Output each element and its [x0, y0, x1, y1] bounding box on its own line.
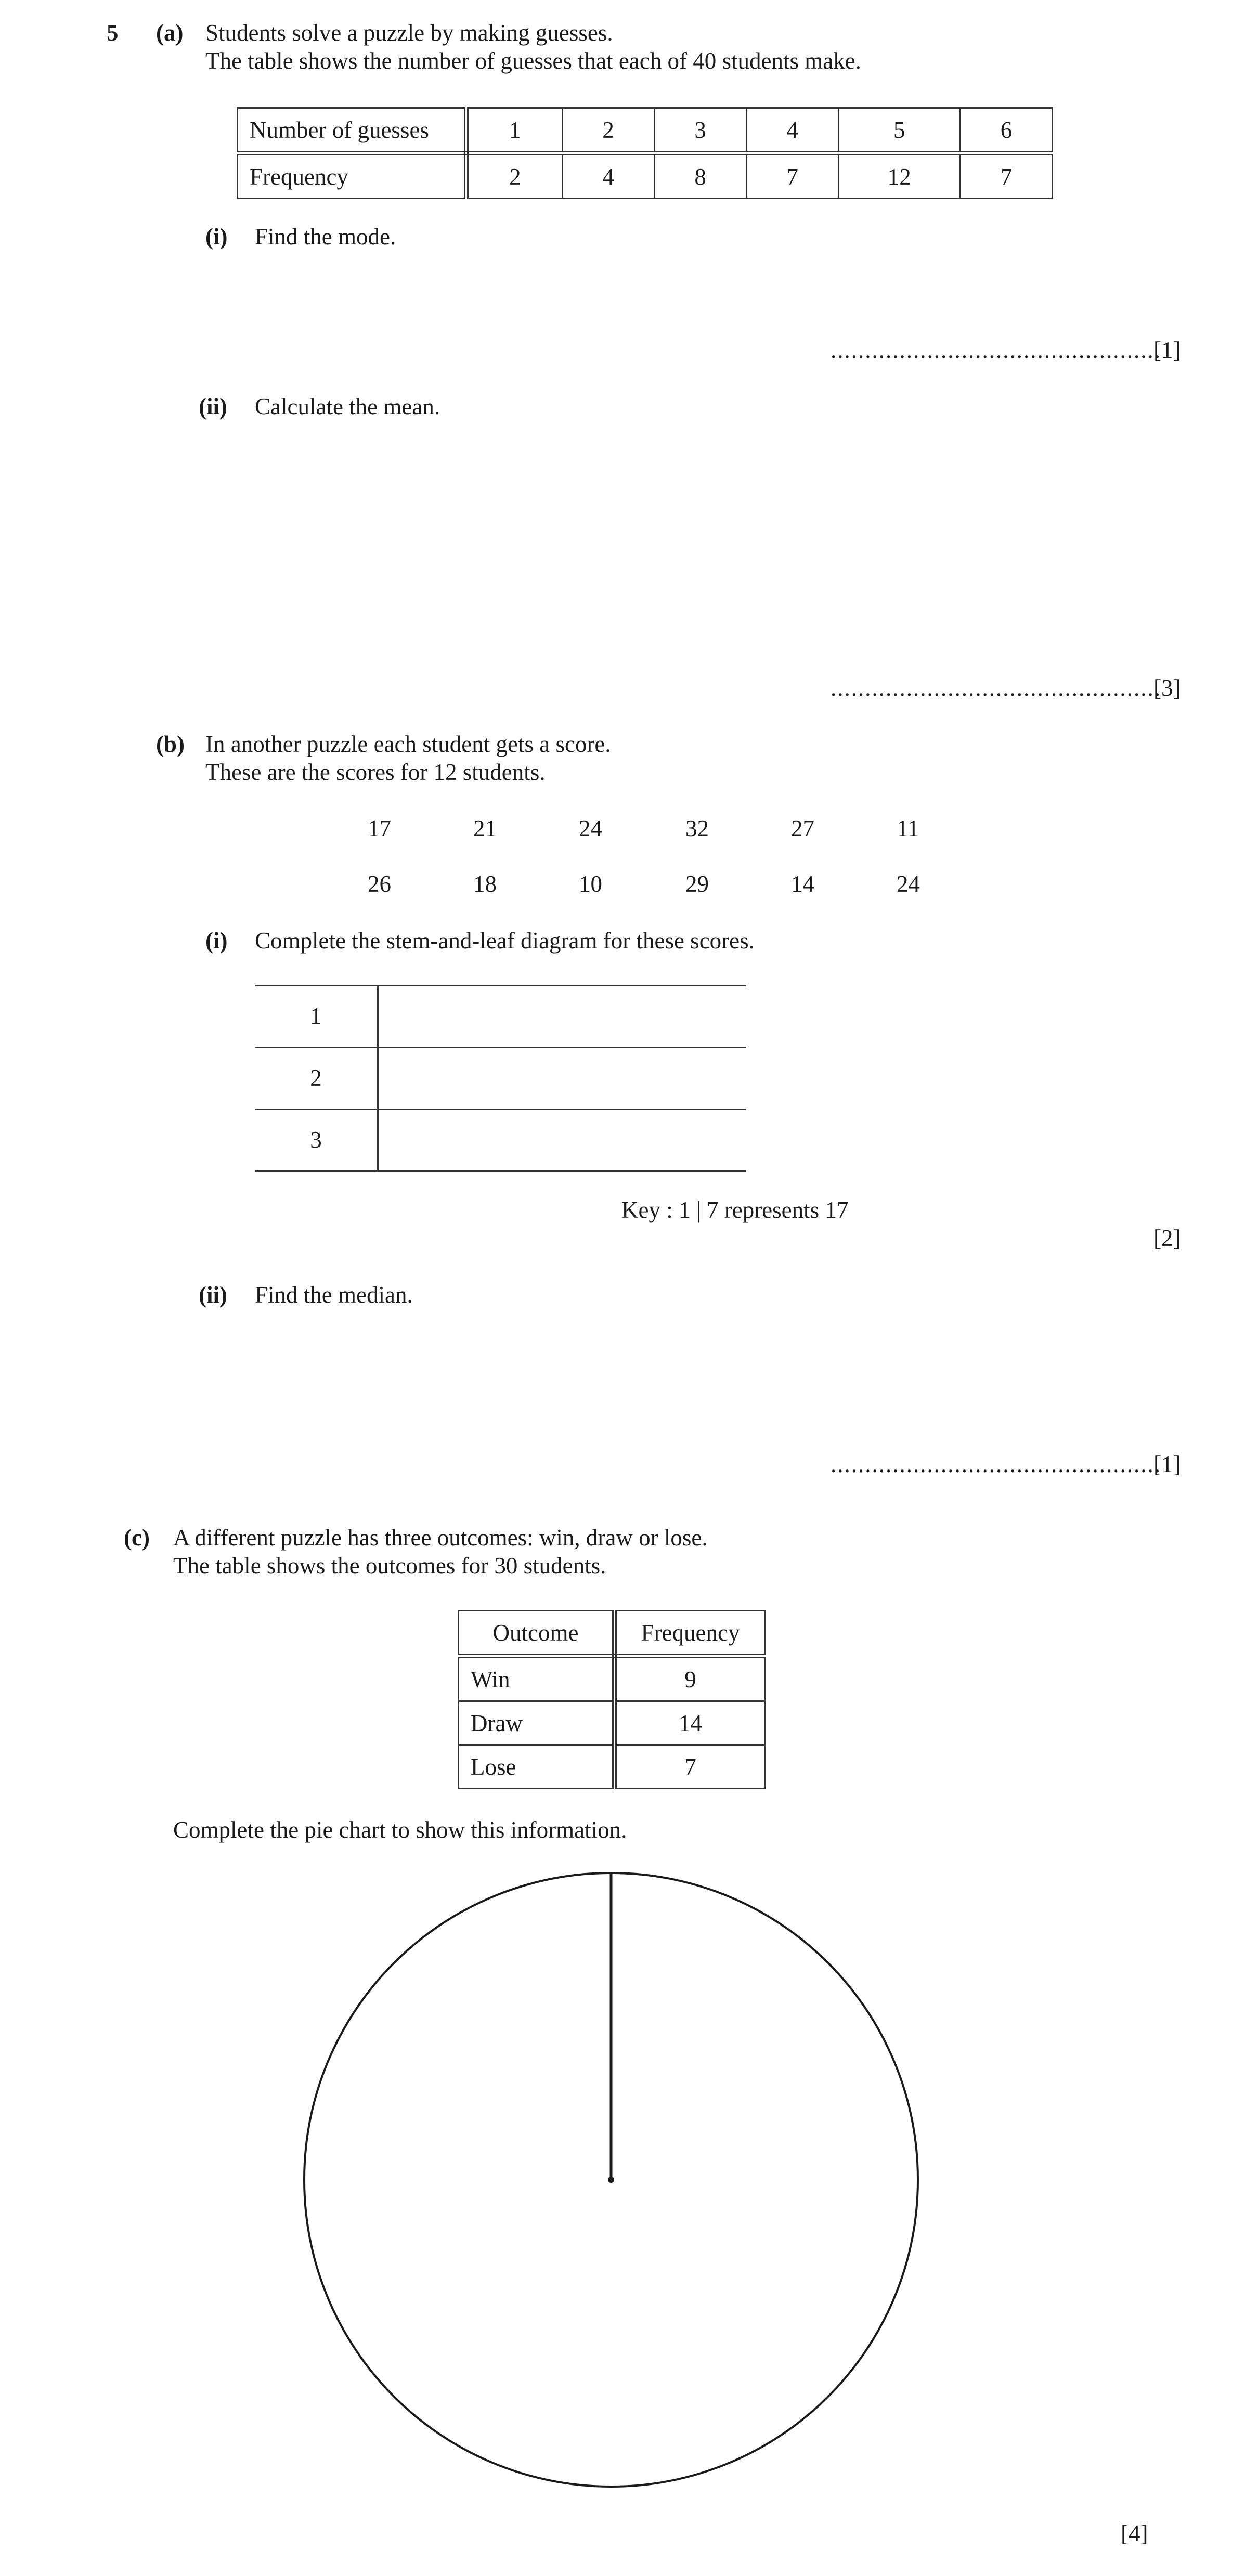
frequency-cell: 2 — [466, 153, 563, 199]
part-b-i-label: (i) — [205, 928, 228, 954]
score-value: 32 — [685, 815, 709, 841]
score-value: 21 — [473, 815, 497, 841]
outcome-row-lose — [459, 1745, 765, 1789]
frequency-cell: 8 — [654, 153, 746, 199]
guesses-row-header: Number of guesses — [238, 108, 466, 153]
part-a-ii-answer-line[interactable]: ................................................ — [831, 675, 1161, 701]
guesses-row — [238, 108, 1053, 153]
score-value: 29 — [685, 871, 709, 897]
stem-value: 1 — [310, 1003, 322, 1029]
part-b-ii-marks: [1] — [1153, 1451, 1181, 1477]
stem-value: 3 — [310, 1127, 322, 1153]
score-value: 11 — [897, 815, 919, 841]
part-b-label: (b) — [156, 731, 185, 757]
outcome-frequency-cell: 7 — [615, 1745, 765, 1789]
part-a-i-answer-line[interactable]: ................................................ — [831, 337, 1161, 363]
guesses-cell: 1 — [466, 108, 563, 153]
stem-leaf-rule — [255, 1047, 746, 1048]
part-a-ii-label: (ii) — [199, 394, 227, 420]
frequency-header: Frequency — [615, 1611, 765, 1656]
outcome-header: Outcome — [459, 1611, 615, 1656]
part-a-i-label: (i) — [205, 224, 228, 250]
part-a-i-marks: [1] — [1153, 337, 1181, 363]
stem-leaf-rule — [255, 1109, 746, 1110]
part-c-intro-line1: A different puzzle has three outcomes: win, draw or lose. — [173, 1525, 708, 1551]
stem-leaf-divider — [377, 985, 379, 1170]
frequency-row — [238, 153, 1053, 199]
score-value: 26 — [368, 871, 391, 897]
score-value: 17 — [368, 815, 391, 841]
part-b-i-marks: [2] — [1153, 1225, 1181, 1251]
part-a-intro-line2: The table shows the number of guesses that each of 40 students make. — [205, 48, 861, 74]
guesses-cell: 3 — [654, 108, 746, 153]
guesses-cell: 6 — [960, 108, 1052, 153]
stem-leaf-rule — [255, 1170, 746, 1172]
frequency-row-header: Frequency — [238, 153, 466, 199]
part-a-intro-line1: Students solve a puzzle by making guesses. — [205, 20, 613, 46]
stem-leaf-rule — [255, 985, 746, 986]
part-b-ii-label: (ii) — [199, 1282, 227, 1308]
frequency-cell: 7 — [746, 153, 838, 199]
guesses-cell: 4 — [746, 108, 838, 153]
part-a-label: (a) — [156, 20, 184, 46]
question-number: 5 — [107, 20, 119, 46]
outcome-frequency-cell: 14 — [615, 1701, 765, 1745]
outcome-table-header-row — [459, 1611, 765, 1656]
part-b-intro-line1: In another puzzle each student gets a score. — [205, 731, 611, 757]
guesses-cell: 5 — [838, 108, 960, 153]
part-c-marks: [4] — [1121, 2520, 1148, 2546]
score-value: 24 — [897, 871, 920, 897]
score-value: 10 — [579, 871, 602, 897]
part-b-ii-answer-line[interactable]: ................................................ — [831, 1451, 1161, 1477]
guesses-cell: 2 — [562, 108, 654, 153]
outcome-row-win — [459, 1656, 765, 1701]
stem-leaf-key: Key : 1 | 7 represents 17 — [621, 1197, 849, 1223]
outcome-cell: Win — [459, 1656, 615, 1701]
guesses-frequency-table — [237, 107, 1053, 199]
score-value: 24 — [579, 815, 602, 841]
part-b-ii-question: Find the median. — [255, 1282, 413, 1308]
pie-centre-point — [608, 2177, 614, 2183]
stem-value: 2 — [310, 1065, 322, 1091]
frequency-cell: 7 — [960, 153, 1052, 199]
pie-chart-circle[interactable] — [291, 1862, 926, 2496]
part-b-i-question: Complete the stem-and-leaf diagram for these scores. — [255, 928, 755, 954]
part-b-intro-line2: These are the scores for 12 students. — [205, 759, 546, 785]
outcome-row-draw — [459, 1701, 765, 1745]
pie-chart-instruction: Complete the pie chart to show this information. — [173, 1817, 627, 1843]
part-c-intro-line2: The table shows the outcomes for 30 students. — [173, 1553, 606, 1579]
outcome-cell: Lose — [459, 1745, 615, 1789]
score-value: 27 — [791, 815, 814, 841]
frequency-cell: 12 — [838, 153, 960, 199]
outcome-frequency-table — [458, 1610, 766, 1789]
outcome-frequency-cell: 9 — [615, 1656, 765, 1701]
part-c-label: (c) — [124, 1525, 150, 1551]
part-a-ii-question: Calculate the mean. — [255, 394, 440, 420]
frequency-cell: 4 — [562, 153, 654, 199]
score-value: 18 — [473, 871, 497, 897]
part-a-ii-marks: [3] — [1153, 675, 1181, 701]
part-a-i-question: Find the mode. — [255, 224, 396, 250]
outcome-cell: Draw — [459, 1701, 615, 1745]
score-value: 14 — [791, 871, 814, 897]
